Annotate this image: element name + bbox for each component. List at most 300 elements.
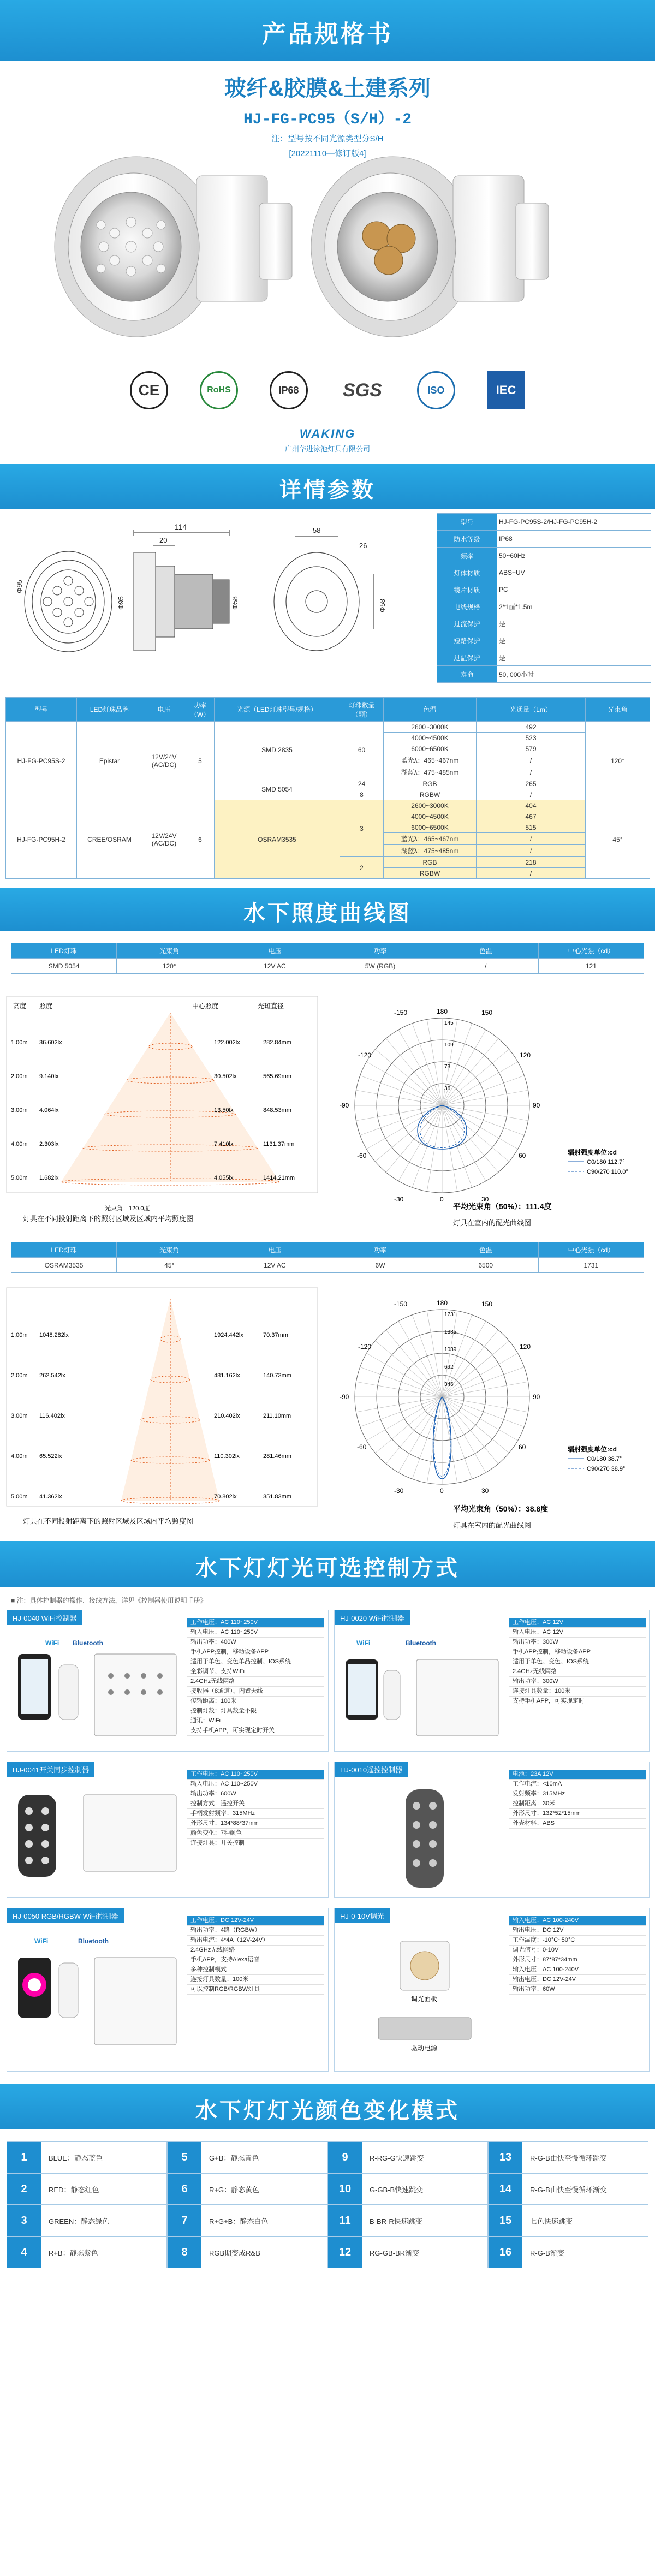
power-cell: 6 — [186, 800, 215, 879]
lum-cell: 5W (RGB) — [327, 959, 433, 974]
polar-angle-label: -30 — [394, 1195, 404, 1203]
controller-card-0050 — [7, 1908, 329, 2072]
illum-label: 116.402lx — [39, 1413, 65, 1419]
mode-number: 6 — [168, 2174, 201, 2204]
spec-line: 输入电压：AC 110~250V — [187, 1780, 324, 1789]
ct-cell: RGBW — [384, 868, 477, 879]
height-label: 1.00m — [11, 1039, 28, 1046]
mode-item — [327, 2173, 488, 2205]
dimension-section — [0, 509, 655, 697]
control-note: ■ 注：具体控制器的操作、接线方法，详见《控制器使用说明手册》 — [11, 1597, 207, 1604]
lum-col: 功率 — [327, 943, 433, 959]
spec-label: 短路保护 — [437, 632, 497, 649]
spot-diameter-label: 1414.21mm — [263, 1175, 295, 1181]
mode-item — [167, 2236, 327, 2268]
model-cell: HJ-FG-PC95S-2 — [6, 722, 77, 800]
spec-label: 频率 — [437, 548, 497, 564]
illum-set-a — [0, 943, 655, 1238]
qty-cell: 8 — [340, 789, 384, 800]
col-voltage: 电压 — [142, 698, 186, 722]
controller-tag: HJ-0050 RGB/RGBW WiFi控制器 — [7, 1908, 124, 1923]
polar-angle-label: 90 — [533, 1393, 540, 1401]
spec-line: 输出功率：4路（RGBW） — [187, 1926, 324, 1936]
lum-cell: 1731 — [538, 1258, 644, 1273]
ct-cell: RGB — [384, 857, 477, 868]
col-ct: 色温 — [384, 698, 477, 722]
spec-row — [437, 615, 651, 632]
spec-row — [437, 564, 651, 581]
polar-angle-label: 60 — [519, 1443, 526, 1451]
beam-angle-label: 光束角：120.0度 — [105, 1205, 150, 1212]
spec-line: 工作温度：-10°C~50°C — [509, 1936, 646, 1946]
spec-line: 适用于单色、变色单品控制、IOS系统 — [187, 1657, 324, 1667]
polar-angle-label: 180 — [437, 1299, 448, 1307]
spec-value: HJ-FG-PC95S-2/HJ-FG-PC95H-2 — [497, 514, 651, 531]
controller-card-dim — [334, 1908, 650, 2072]
lum-cell: SMD 5054 — [11, 959, 117, 974]
mode-label: R-G-B由快至慢循环跳变 — [530, 2153, 607, 2162]
spec-label: 过流保护 — [437, 615, 497, 632]
brand-cell: Epistar — [77, 722, 142, 800]
illum-label: 2.303lx — [39, 1141, 59, 1147]
company-logo — [0, 427, 655, 464]
polar-angle-label: -30 — [394, 1487, 404, 1495]
details-banner — [0, 464, 655, 509]
col-label: 照度 — [39, 1002, 53, 1010]
series-title: 玻纤&胶膜&土建系列 — [224, 76, 431, 100]
lum-cell: 12V AC — [222, 959, 327, 974]
illum-label: 9.140lx — [39, 1073, 59, 1080]
spec-line: 输入电压：AC 12V — [509, 1628, 646, 1638]
height-label: 4.00m — [11, 1453, 28, 1460]
rohs-icon: RoHS — [200, 371, 238, 409]
controller-0041-illustration — [13, 1784, 182, 1893]
height-label: 2.00m — [11, 1073, 28, 1080]
dim-20: 20 — [159, 536, 168, 544]
mode-number: 12 — [328, 2237, 362, 2268]
spec-line: 输入电压：AC 110~250V — [187, 1628, 324, 1638]
spec-value: ABS+UV — [497, 564, 651, 581]
lm-cell: 515 — [477, 822, 586, 833]
control-banner — [0, 1541, 655, 1587]
polar-angle-label: -60 — [357, 1443, 367, 1451]
chart-caption: 灯具在不同投射距离下的照射区域及区域内平均照度图 — [23, 1517, 194, 1525]
spec-line: 输出功率：300W — [509, 1677, 646, 1687]
spec-row — [437, 548, 651, 564]
bluetooth-icon: Bluetooth — [78, 1937, 109, 1945]
iso-icon: ISO — [417, 371, 455, 409]
product-table-header — [6, 698, 650, 722]
spec-row — [437, 581, 651, 598]
polar-angle-label: -150 — [394, 1300, 408, 1308]
product-table-section — [0, 697, 655, 888]
ct-cell: 2600~3000K — [384, 722, 477, 733]
psu-label: 驱动电源 — [411, 2044, 438, 2052]
lm-cell: / — [477, 789, 586, 800]
controller-0010-specs — [509, 1770, 646, 1829]
power-cell: 5 — [186, 722, 215, 800]
lum-cell: 12V AC — [222, 1258, 327, 1273]
lum-col: 中心光强（cd） — [538, 943, 644, 959]
mode-label: RGB期变成R&B — [209, 2248, 260, 2257]
spec-value: 50~60Hz — [497, 548, 651, 564]
ct-cell: 4000~4500K — [384, 733, 477, 743]
polar-angle-label: 180 — [437, 1008, 448, 1015]
spot-diameter-label: 848.53mm — [263, 1107, 291, 1114]
bluetooth-icon: Bluetooth — [406, 1639, 436, 1647]
modes-banner — [0, 2084, 655, 2129]
model-note: 注：型号按不同光源类型分S/H — [271, 134, 384, 144]
spec-row — [437, 598, 651, 615]
legend-item: C90/270 38.9° — [587, 1466, 626, 1472]
controller-0020-specs — [509, 1618, 646, 1706]
spec-line: 发射频率：315MHz — [509, 1789, 646, 1799]
brand-cell: CREE/OSRAM — [77, 800, 142, 879]
control-section — [0, 1587, 655, 2084]
polar-ring-label: 1385 — [444, 1329, 457, 1335]
spec-row — [437, 531, 651, 548]
beam-chart-a — [7, 996, 318, 1225]
ct-cell: 湖蓝λ：475~485nm — [384, 766, 477, 778]
mode-label: R-G-B渐变 — [530, 2248, 564, 2257]
legend-item: C90/270 110.0° — [587, 1169, 628, 1175]
dim-phi58a: Φ58 — [231, 596, 239, 610]
mode-item — [488, 2173, 648, 2205]
lum-col: 电压 — [222, 943, 327, 959]
center-illum-label: 122.002lx — [214, 1039, 240, 1046]
mode-number: 2 — [7, 2174, 41, 2204]
mode-label: RG-GB-BR渐变 — [370, 2248, 420, 2257]
spec-line: 通讯：WiFi — [187, 1716, 324, 1726]
legend-item: C0/180 112.7° — [587, 1159, 625, 1165]
mode-number: 4 — [7, 2237, 41, 2268]
polar-angle-label: -90 — [340, 1393, 349, 1401]
mode-number: 13 — [489, 2142, 522, 2173]
mode-label: R+B：静态紫色 — [49, 2248, 98, 2257]
lum-col: 功率 — [327, 1242, 433, 1258]
spec-row — [437, 632, 651, 649]
spec-value: 是 — [497, 632, 651, 649]
center-illum-label: 30.502lx — [214, 1073, 237, 1080]
modes-title: 水下灯灯光颜色变化模式 — [195, 2099, 460, 2123]
spec-label: 防水等级 — [437, 531, 497, 548]
spot-diameter-label: 565.69mm — [263, 1073, 291, 1080]
lum-col: 光束角 — [117, 1242, 222, 1258]
illum-label: 65.522lx — [39, 1453, 62, 1460]
spec-row — [437, 514, 651, 531]
polar-angle-label: 30 — [481, 1195, 489, 1203]
lum-col: 光束角 — [117, 943, 222, 959]
mode-label: BLUE：静态蓝色 — [49, 2153, 103, 2162]
mode-label: G+B：静态青色 — [209, 2153, 259, 2162]
polar-angle-label: -60 — [357, 1152, 367, 1159]
controller-tag: HJ-0-10V调光 — [335, 1908, 390, 1923]
height-label: 5.00m — [11, 1494, 28, 1500]
spec-row — [437, 666, 651, 683]
spec-line: 工作电压：AC 12V — [509, 1618, 646, 1628]
company-name: 广州华进泳池灯具有限公司 — [284, 445, 370, 453]
polar-angle-label: -150 — [394, 1009, 408, 1016]
lm-cell: / — [477, 754, 586, 766]
voltage-cell: 12V/24V (AC/DC) — [142, 722, 186, 800]
mode-number: 16 — [489, 2237, 522, 2268]
mode-number: 8 — [168, 2237, 201, 2268]
illum-banner — [0, 888, 655, 931]
chart-caption: 灯具在室内的配光曲线图 — [453, 1219, 532, 1227]
controller-tag: HJ-0010遥控控制器 — [335, 1762, 408, 1777]
controller-0050-illustration — [13, 1930, 182, 2067]
modes-grid — [7, 2141, 648, 2268]
lum-col: LED灯珠 — [11, 943, 117, 959]
sgs-icon: SGS — [343, 379, 382, 401]
mode-number: 14 — [489, 2174, 522, 2204]
spec-line: 多种控制模式 — [187, 1965, 324, 1975]
spec-line: 输入电压：AC 100-240V — [509, 1965, 646, 1975]
polar-ring-label: 73 — [444, 1064, 451, 1070]
spec-line: 外形尺寸：132*52*15mm — [509, 1809, 646, 1819]
controller-0040-specs — [187, 1618, 324, 1736]
polar-chart-a — [327, 996, 650, 1231]
spec-label: 镜片材质 — [437, 581, 497, 598]
spec-label: 寿命 — [437, 666, 497, 683]
legend-item: C0/180 38.7° — [587, 1456, 622, 1462]
center-illum-label: 4.055lx — [214, 1175, 234, 1181]
polar-angle-label: -120 — [358, 1343, 372, 1351]
spec-line: 外壳材料：ABS — [509, 1819, 646, 1829]
lumen-table-a — [11, 943, 644, 974]
ct-cell: 4000~4500K — [384, 811, 477, 822]
mode-item — [7, 2236, 167, 2268]
lum-cell: OSRAM3535 — [11, 1258, 117, 1273]
center-illum-label: 481.162lx — [214, 1372, 240, 1379]
col-angle: 光束角 — [586, 698, 650, 722]
mode-label: R+G+B：静态白色 — [209, 2217, 269, 2226]
mode-item — [167, 2205, 327, 2236]
mode-label: RED：静态红色 — [49, 2185, 99, 2194]
lm-cell: / — [477, 845, 586, 857]
spec-line: 输出电压：DC 12V-24V — [509, 1975, 646, 1985]
spec-line: 2.4GHz无线网络 — [187, 1677, 324, 1687]
table-row — [6, 722, 650, 733]
spec-line: 控制距离：30米 — [509, 1799, 646, 1809]
polar-chart-b — [327, 1288, 650, 1533]
spec-line: 2.4GHz无线网络 — [509, 1667, 646, 1677]
lm-cell: 218 — [477, 857, 586, 868]
ct-cell: 6000~6500K — [384, 822, 477, 833]
spec-line: 输入电压：AC 100-240V — [509, 1916, 646, 1926]
spec-line: 支持手机APP，可实现定时开关 — [187, 1726, 324, 1736]
height-label: 1.00m — [11, 1332, 28, 1338]
lum-cell: / — [433, 959, 538, 974]
col-source: 光源（LED灯珠型号/规格） — [215, 698, 340, 722]
mode-number: 7 — [168, 2205, 201, 2236]
dimmer-label: 调光面板 — [411, 1995, 438, 2003]
ip68-icon: IP68 — [270, 371, 308, 409]
controller-0020-illustration — [340, 1632, 509, 1747]
spec-line: 接收器（8通道）、内置天线 — [187, 1687, 324, 1697]
title-banner — [0, 0, 655, 61]
ct-cell: 2600~3000K — [384, 800, 477, 811]
product-photo-right — [311, 157, 549, 337]
spec-line: 工作电压：AC 110~250V — [187, 1770, 324, 1780]
spot-diameter-label: 351.83mm — [263, 1494, 291, 1500]
controller-tag: HJ-0040 WiFi控制器 — [7, 1610, 82, 1625]
chart-caption: 灯具在室内的配光曲线图 — [453, 1521, 532, 1530]
ct-cell: RGBW — [384, 789, 477, 800]
height-label: 2.00m — [11, 1372, 28, 1379]
mode-item — [488, 2205, 648, 2236]
mode-number: 1 — [7, 2142, 41, 2173]
spec-value: IP68 — [497, 531, 651, 548]
controller-tag: HJ-0020 WiFi控制器 — [335, 1610, 410, 1625]
spec-line: 工作电压：AC 110~250V — [187, 1618, 324, 1628]
details-title: 详情参数 — [279, 478, 376, 502]
center-illum-label: 1924.442lx — [214, 1332, 243, 1338]
lum-cell: 121 — [538, 959, 644, 974]
mode-number: 9 — [328, 2142, 362, 2173]
lum-col: 电压 — [222, 1242, 327, 1258]
lm-cell: 265 — [477, 778, 586, 789]
spec-line: 连接灯具数量：100米 — [187, 1975, 324, 1985]
spec-table — [437, 513, 651, 683]
illum-label: 1.682lx — [39, 1175, 59, 1181]
dim-phi95a: Φ95 — [15, 580, 23, 593]
spec-line: 手柄发射频率：315MHz — [187, 1809, 324, 1819]
mode-label: R-RG-G快速跳变 — [370, 2153, 424, 2162]
spec-line: 可以控制RGB/RGBW灯具 — [187, 1985, 324, 1995]
dimension-drawing — [5, 514, 437, 689]
center-illum-label: 13.50lx — [214, 1107, 234, 1114]
voltage-cell: 12V/24V (AC/DC) — [142, 800, 186, 879]
ct-cell: 6000~6500K — [384, 743, 477, 754]
controller-0041-specs — [187, 1770, 324, 1848]
polar-angle-label: -120 — [358, 1051, 372, 1059]
mode-item — [327, 2236, 488, 2268]
dim-114: 114 — [175, 522, 187, 531]
mode-number: 15 — [489, 2205, 522, 2236]
lum-cell: 45° — [117, 1258, 222, 1273]
wifi-icon: WiFi — [356, 1639, 371, 1647]
dim-26: 26 — [359, 542, 367, 550]
chart-caption: 灯具在不同投射距离下的照射区域及区域内平均照度图 — [23, 1215, 194, 1223]
wifi-icon: WiFi — [34, 1937, 49, 1945]
source-cell: SMD 2835 — [215, 722, 340, 778]
illum-label: 1048.282lx — [39, 1332, 69, 1338]
polar-ring-label: 36 — [444, 1086, 451, 1092]
polar-angle-label: 30 — [481, 1487, 489, 1495]
spec-line: 外形尺寸：134*88*37mm — [187, 1819, 324, 1829]
ct-cell: RGB — [384, 778, 477, 789]
polar-ring-label: 1039 — [444, 1347, 457, 1353]
polar-angle-label: 0 — [440, 1195, 444, 1203]
certifications — [0, 361, 655, 427]
spec-line: 控制方式：遥控开关 — [187, 1799, 324, 1809]
spot-diameter-label: 1131.37mm — [263, 1141, 295, 1147]
col-lm: 光通量（Lm） — [477, 698, 586, 722]
spec-line: 适用于单色、变色、IOS系统 — [509, 1657, 646, 1667]
lm-cell: / — [477, 833, 586, 845]
lum-cell: 6500 — [433, 1258, 538, 1273]
spec-line: 控制灯数：灯具数量不限 — [187, 1706, 324, 1716]
center-illum-label: 7.410lx — [214, 1141, 234, 1147]
angle-cell: 45° — [586, 800, 650, 879]
polar-ring-label: 145 — [444, 1020, 454, 1026]
controller-card-0020 — [334, 1610, 650, 1752]
spec-value: 是 — [497, 649, 651, 666]
center-illum-label: 110.302lx — [214, 1453, 240, 1460]
spec-row — [437, 649, 651, 666]
polar-subtitle: 平均光束角（50%）：38.8度 — [453, 1504, 549, 1513]
spec-label: 电线规格 — [437, 598, 497, 615]
spec-line: 连接灯具：开关控制 — [187, 1839, 324, 1848]
spot-diameter-label: 282.84mm — [263, 1039, 291, 1046]
controller-card-0040 — [7, 1610, 329, 1752]
spot-diameter-label: 70.37mm — [263, 1332, 288, 1338]
col-label: 高度 — [13, 1002, 27, 1010]
spec-line: 外形尺寸：87*87*34mm — [509, 1955, 646, 1965]
col-power: 功率（W） — [186, 698, 215, 722]
version-text: [20221110—修订版4] — [289, 149, 366, 158]
spot-diameter-label: 140.73mm — [263, 1372, 291, 1379]
mode-label: R+G：静态黄色 — [209, 2185, 260, 2194]
mode-item — [7, 2173, 167, 2205]
model-title: HJ-FG-PC95（S/H）-2 — [243, 111, 412, 128]
spec-line: 颜色变化：7种颜色 — [187, 1829, 324, 1839]
controller-card-0041 — [7, 1762, 329, 1898]
spec-label: 灯体材质 — [437, 564, 497, 581]
polar-angle-label: 150 — [481, 1300, 493, 1308]
polar-ring-label: 692 — [444, 1364, 454, 1370]
lum-col: LED灯珠 — [11, 1242, 117, 1258]
height-label: 3.00m — [11, 1413, 28, 1419]
spec-line: 手机APP控制，移动设备APP — [187, 1647, 324, 1657]
beam-chart-b — [7, 1288, 318, 1528]
mode-item — [167, 2173, 327, 2205]
modes-section — [0, 2129, 655, 2276]
mode-label: GREEN：静态绿色 — [49, 2217, 110, 2226]
polar-angle-label: 120 — [520, 1343, 531, 1351]
model-cell: HJ-FG-PC95H-2 — [6, 800, 77, 879]
lum-col: 色温 — [433, 1242, 538, 1258]
spec-line: 工作电流：<10mA — [509, 1780, 646, 1789]
control-title: 水下灯灯光可选控制方式 — [195, 1556, 460, 1580]
illum-label: 4.064lx — [39, 1107, 59, 1114]
source-cell: SMD 5054 — [215, 778, 340, 800]
mode-label: 七色快速跳变 — [530, 2217, 573, 2226]
lm-cell: 523 — [477, 733, 586, 743]
col-brand: LED灯珠品牌 — [77, 698, 142, 722]
mode-label: R-G-B由快至慢循环渐变 — [530, 2185, 607, 2194]
spec-line: 电池：23A 12V — [509, 1770, 646, 1780]
col-label: 中心照度 — [192, 1002, 219, 1010]
table-row — [6, 800, 650, 811]
product-photo-left — [55, 157, 292, 337]
mode-number: 3 — [7, 2205, 41, 2236]
qty-cell: 2 — [340, 857, 384, 879]
spec-line: 传输距离：100米 — [187, 1697, 324, 1706]
mode-number: 10 — [328, 2174, 362, 2204]
mode-item — [7, 2141, 167, 2173]
spec-line: 工作电压：DC 12V-24V — [187, 1916, 324, 1926]
col-model: 型号 — [6, 698, 77, 722]
spec-label: 过温保护 — [437, 649, 497, 666]
iec-icon: IEC — [487, 371, 525, 409]
mode-item — [7, 2205, 167, 2236]
spec-value: 50, 000小时 — [497, 666, 651, 683]
lm-cell: 404 — [477, 800, 586, 811]
lumen-table-b — [11, 1242, 644, 1273]
spec-line: 输出功率：600W — [187, 1789, 324, 1799]
